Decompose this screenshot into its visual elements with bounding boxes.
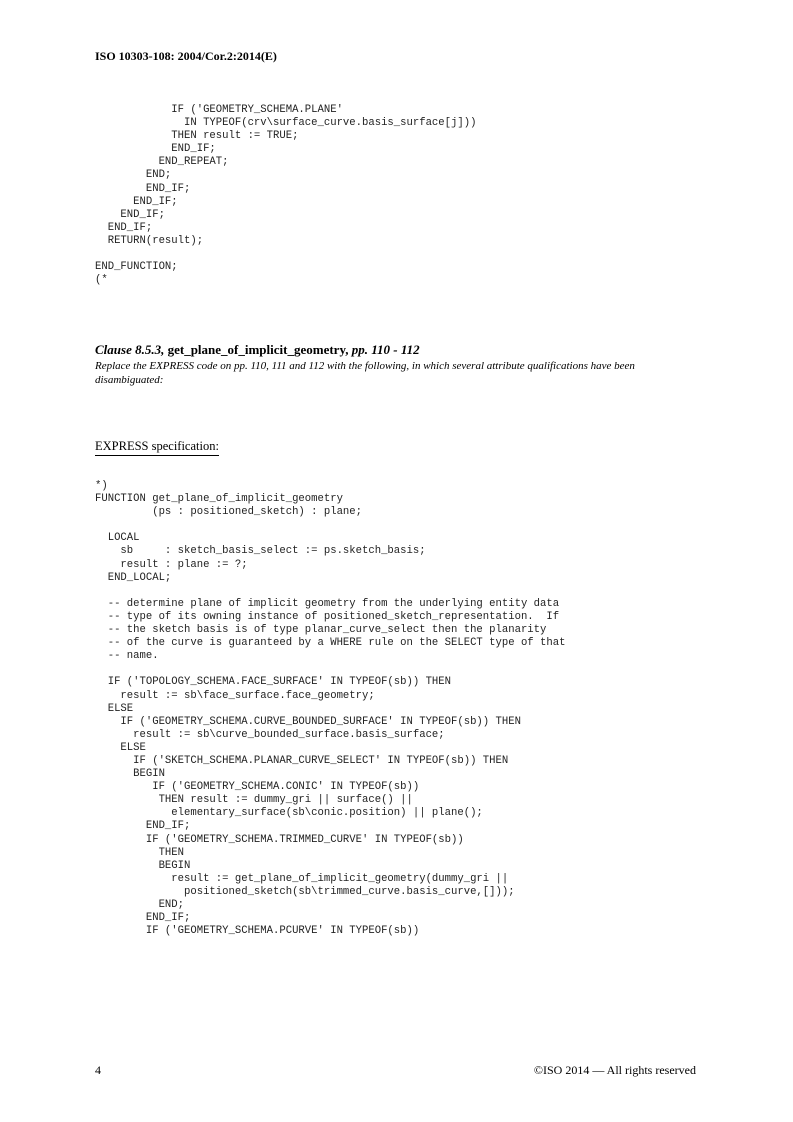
clause-description: Replace the EXPRESS code on pp. 110, 111 and 112 with the following, in which several attribute qualifications have been disambiguated:: [95, 360, 635, 386]
document-header: ISO 10303-108: 2004/Cor.2:2014(E): [95, 49, 277, 63]
code-block-express: *) FUNCTION get_plane_of_implicit_geometry (ps : positioned_sketch) : plane; LOCAL sb : sketch_basis_select := ps.sketch_basis; result : plane := ?; END_LOCAL; -- determine plane of implicit geometry from the underlying entity data -- type of its owning instance of positioned_sketch_representation. If -- the sketch basis is of type planar_curve_select then the planarity -- of the curve is guaranteed by a WHERE rule on the SELECT type of that -- name. IF ('TOPOLOGY_SCHEMA.FACE_SURFACE' IN TYPEOF(sb)) THEN result := sb\face_surface.face_geometry; ELSE IF ('GEOMETRY_SCHEMA.CURVE_BOUNDED_SURFACE' IN TYPEOF(sb)) THEN result := sb\curve_bounded_surface.basis_surface; ELSE IF ('SKETCH_SCHEMA.PLANAR_CURVE_SELECT' IN TYPEOF(sb)) THEN BEGIN IF ('GEOMETRY_SCHEMA.CONIC' IN TYPEOF(sb)) THEN result := dummy_gri || surface() || elementary_surface(sb\conic.position) || plane(); END_IF; IF ('GEOMETRY_SCHEMA.TRIMMED_CURVE' IN TYPEOF(sb)) THEN BEGIN result := get_plane_of_implicit_geometry(dummy_gri || positioned_sketch(sb\trimmed_curve.basis_curve,[])); END; END_IF; IF ('GEOMETRY_SCHEMA.PCURVE' IN TYPEOF(sb)): [95, 480, 566, 938]
clause-heading: [95, 342, 705, 358]
clause-pages: pp. 110 - 112: [351, 342, 420, 357]
copyright-notice: ©ISO 2014 — All rights reserved: [533, 1063, 696, 1077]
clause-function-name: get_plane_of_implicit_geometry,: [167, 342, 349, 357]
page-number: 4: [95, 1063, 101, 1077]
clause-section: [95, 342, 705, 387]
clause-number: Clause 8.5.3,: [95, 342, 165, 357]
express-specification-label: EXPRESS specification:: [95, 439, 219, 456]
code-block-continuation: IF ('GEOMETRY_SCHEMA.PLANE' IN TYPEOF(crv\surface_curve.basis_surface[j])) THEN result := TRUE; END_IF; END_REPEAT; END; END_IF; END_IF; END_IF; END_IF; RETURN(result); END_FUNCTION; (*: [95, 104, 477, 287]
